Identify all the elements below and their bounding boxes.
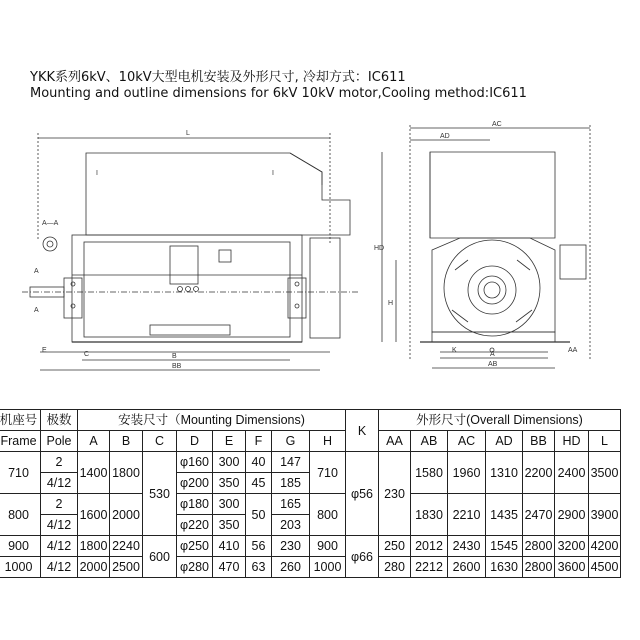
dimension-table xyxy=(0,409,621,578)
cell-A: 1600 xyxy=(78,494,110,536)
cell-A: 1400 xyxy=(78,452,110,494)
cell-H: 710 xyxy=(310,452,346,494)
cell-pole: 2 xyxy=(41,452,78,473)
label-E: E xyxy=(42,347,47,354)
cell-D: φ200 xyxy=(177,473,213,494)
label-I-left: I xyxy=(96,170,98,177)
label-H: H xyxy=(388,300,394,307)
cell-B: 1800 xyxy=(110,452,143,494)
cell-G: 203 xyxy=(272,515,310,536)
cell-AC: 1960 xyxy=(448,452,486,494)
cell-L: 3500 xyxy=(589,452,621,494)
cell-G: 165 xyxy=(272,494,310,515)
header-frame-cn: 机座号 xyxy=(0,410,41,431)
title-english: Mounting and outline dimensions for 6kV 10kV motor,Cooling method:IC611 xyxy=(30,86,527,101)
cell-AD: 1545 xyxy=(486,536,523,557)
cell-BB: 2800 xyxy=(523,536,555,557)
header-frame-en: Frame xyxy=(0,431,41,452)
cell-AA: 250 xyxy=(379,536,411,557)
cell-AB: 2212 xyxy=(411,557,448,578)
cell-BB: 2470 xyxy=(523,494,555,536)
cell-G: 147 xyxy=(272,452,310,473)
label-section: A—A xyxy=(42,220,59,227)
cell-HD: 3200 xyxy=(555,536,589,557)
cell-H: 900 xyxy=(310,536,346,557)
cell-E: 470 xyxy=(213,557,246,578)
label-A-arrow-2: A xyxy=(34,307,39,314)
cell-D: φ220 xyxy=(177,515,213,536)
header-mounting: 安装尺寸（Mounting Dimensions) xyxy=(78,410,346,431)
header-B: B xyxy=(110,431,143,452)
cell-G: 260 xyxy=(272,557,310,578)
label-AD: AD xyxy=(440,133,450,140)
cell-D: φ160 xyxy=(177,452,213,473)
cell-H: 1000 xyxy=(310,557,346,578)
label-I-right: I xyxy=(272,170,274,177)
cell-pole: 4/12 xyxy=(41,473,78,494)
header-overall: 外形尺寸(Overall Dimensions) xyxy=(379,410,621,431)
cell-G: 185 xyxy=(272,473,310,494)
cell-B: 2240 xyxy=(110,536,143,557)
cell-C: 530 xyxy=(143,452,177,536)
header-AA: AA xyxy=(379,431,411,452)
cell-D: φ250 xyxy=(177,536,213,557)
cell-frame: 1000 xyxy=(0,557,41,578)
label-A-arrow: A xyxy=(34,268,39,275)
table-row xyxy=(0,494,621,515)
cell-E: 410 xyxy=(213,536,246,557)
cell-AA: 230 xyxy=(379,452,411,536)
cell-AA: 280 xyxy=(379,557,411,578)
cell-HD: 2400 xyxy=(555,452,589,494)
cell-E: 350 xyxy=(213,515,246,536)
label-BB: BB xyxy=(172,363,182,370)
cell-pole: 4/12 xyxy=(41,536,78,557)
title-chinese: YKK系列6kV、10kV大型电机安装及外形尺寸, 冷却方式：IC611 xyxy=(30,70,406,85)
header-BB: BB xyxy=(523,431,555,452)
header-D: D xyxy=(177,431,213,452)
cell-AD: 1310 xyxy=(486,452,523,494)
header-A: A xyxy=(78,431,110,452)
cell-B: 2000 xyxy=(110,494,143,536)
cell-E: 350 xyxy=(213,473,246,494)
cell-AB: 1580 xyxy=(411,452,448,494)
cell-L: 4200 xyxy=(589,536,621,557)
label-A-front: A xyxy=(490,351,495,358)
cell-H: 800 xyxy=(310,494,346,536)
cell-B: 2500 xyxy=(110,557,143,578)
cell-E: 300 xyxy=(213,452,246,473)
header-pole-en: Pole xyxy=(41,431,78,452)
cell-A: 2000 xyxy=(78,557,110,578)
header-L: L xyxy=(589,431,621,452)
side-view xyxy=(22,130,360,370)
cell-BB: 2200 xyxy=(523,452,555,494)
header-G: G xyxy=(272,431,310,452)
table-row xyxy=(0,452,621,473)
cell-L: 4500 xyxy=(589,557,621,578)
label-AC: AC xyxy=(492,121,502,128)
cell-AD: 1435 xyxy=(486,494,523,536)
cell-C: 600 xyxy=(143,536,177,578)
cell-D: φ280 xyxy=(177,557,213,578)
cell-G: 230 xyxy=(272,536,310,557)
cell-pole: 4/12 xyxy=(41,557,78,578)
header-F: F xyxy=(246,431,272,452)
cell-F: 56 xyxy=(246,536,272,557)
cell-frame: 800 xyxy=(0,494,41,536)
cell-F: 45 xyxy=(246,473,272,494)
cell-AB: 2012 xyxy=(411,536,448,557)
header-HD: HD xyxy=(555,431,589,452)
cell-A: 1800 xyxy=(78,536,110,557)
cell-L: 3900 xyxy=(589,494,621,536)
cell-frame: 900 xyxy=(0,536,41,557)
header-C: C xyxy=(143,431,177,452)
cell-AB: 1830 xyxy=(411,494,448,536)
front-view xyxy=(374,121,590,368)
label-L: L xyxy=(186,130,190,137)
cell-BB: 2800 xyxy=(523,557,555,578)
cell-pole: 4/12 xyxy=(41,515,78,536)
cell-AD: 1630 xyxy=(486,557,523,578)
cell-AC: 2600 xyxy=(448,557,486,578)
cell-HD: 3600 xyxy=(555,557,589,578)
label-AB: AB xyxy=(488,361,498,368)
label-K: K xyxy=(452,347,457,354)
cell-frame: 710 xyxy=(0,452,41,494)
label-B: B xyxy=(172,353,177,360)
header-H: H xyxy=(310,431,346,452)
cell-AC: 2430 xyxy=(448,536,486,557)
table-row xyxy=(0,557,621,578)
header-K: K xyxy=(346,410,379,452)
header-AD: AD xyxy=(486,431,523,452)
cell-K: φ56 xyxy=(346,452,379,536)
label-C: C xyxy=(84,351,90,358)
header-E: E xyxy=(213,431,246,452)
cell-K: φ66 xyxy=(346,536,379,578)
cell-pole: 2 xyxy=(41,494,78,515)
table-row xyxy=(0,536,621,557)
cell-F: 63 xyxy=(246,557,272,578)
cell-F: 40 xyxy=(246,452,272,473)
cell-F: 50 xyxy=(246,494,272,536)
cell-D: φ180 xyxy=(177,494,213,515)
label-HD: HD xyxy=(374,245,385,252)
motor-outline-drawing xyxy=(0,100,640,405)
label-AA: AA xyxy=(568,347,578,354)
header-AB: AB xyxy=(411,431,448,452)
header-pole-cn: 极数 xyxy=(41,410,78,431)
cell-AC: 2210 xyxy=(448,494,486,536)
header-AC: AC xyxy=(448,431,486,452)
cell-HD: 2900 xyxy=(555,494,589,536)
cell-E: 300 xyxy=(213,494,246,515)
